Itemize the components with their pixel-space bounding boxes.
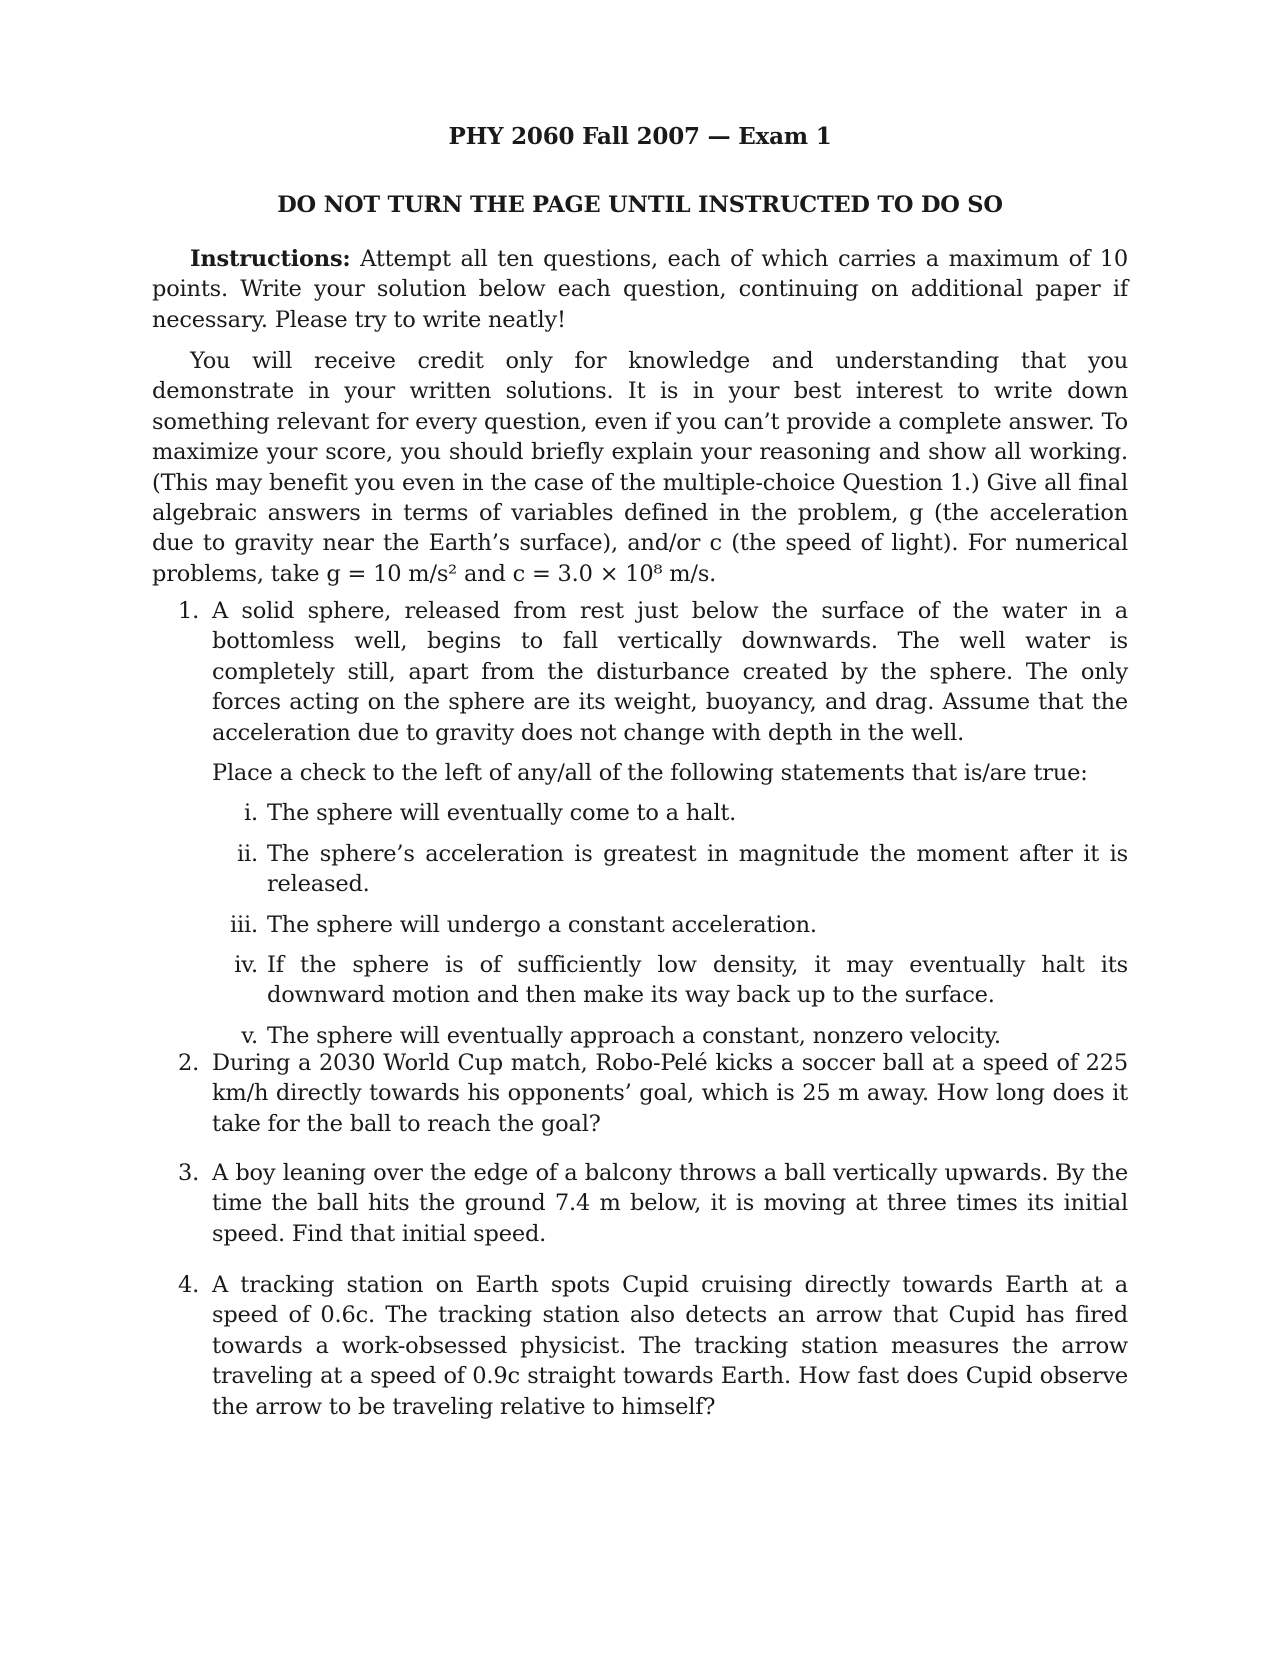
option-numeral: iii. [230, 911, 258, 938]
question-number: 4. [178, 1272, 200, 1298]
option-item [212, 839, 1128, 900]
question-number: 2. [178, 1050, 200, 1076]
option-item [212, 798, 1128, 828]
question-1 [152, 596, 1128, 1074]
question-text: A solid sphere, released from rest just below the surface of the water in a bottomless well, begins to fall vertically downwards. The well water is completely still, apart from the disturbance created by the sphere. The only forces acting on the sphere are its weight, buoyancy, and drag. Assume that the acceleration due to gravity does not change with depth in the well. [212, 598, 1128, 746]
option-text: If the sphere is of sufficiently low density, it may eventually halt its downward motion and then make its way back up to the surface. [267, 952, 1128, 1009]
question-text: A tracking station on Earth spots Cupid cruising directly towards Earth at a speed of 0.6c. The tracking station also detects an arrow that Cupid has fired towards a work-obsessed physicist. The tracking station measures the arrow traveling at a speed of 0.9c straight towards Earth. How fast does Cupid observe the arrow to be traveling relative to himself? [212, 1272, 1128, 1420]
question-instruction: Place a check to the left of any/all of the following statements that is/are true: [212, 760, 1088, 787]
instructions-label: Instructions: [190, 246, 351, 272]
option-numeral: ii. [237, 840, 258, 867]
option-numeral: iv. [234, 952, 258, 979]
instructions-paragraph [152, 244, 1128, 335]
option-item [212, 1021, 1128, 1051]
question-4 [152, 1270, 1128, 1422]
option-numeral: v. [241, 1022, 258, 1049]
option-text: The sphere will eventually approach a constant, nonzero velocity. [267, 1022, 1001, 1049]
option-numeral: i. [244, 800, 258, 827]
instructions-text: Attempt all ten questions, each of which carries a maximum of 10 points. Write your solution below each question, continuing on additional paper if necessary. Please try to write neatly! [152, 246, 1128, 333]
question-number: 3. [178, 1160, 200, 1186]
question-text: During a 2030 World Cup match, Robo-Pelé kicks a soccer ball at a speed of 225 km/h directly towards his opponents’ goal, which is 25 m away. How long does it take for the ball to reach the goal? [212, 1050, 1128, 1137]
question-2 [152, 1048, 1128, 1139]
option-text: The sphere’s acceleration is greatest in magnitude the moment after it is released. [267, 840, 1128, 898]
question-number: 1. [178, 598, 200, 624]
option-text: The sphere will eventually come to a halt. [267, 800, 737, 827]
option-text: The sphere will undergo a constant acceleration. [267, 911, 817, 938]
option-item [212, 910, 1128, 940]
page-notice: DO NOT TURN THE PAGE UNTIL INSTRUCTED TO DO SO [277, 192, 1003, 218]
option-list [212, 798, 1128, 1051]
option-item [212, 950, 1128, 1011]
question-3 [152, 1158, 1128, 1249]
page-title: PHY 2060 Fall 2007 — Exam 1 [448, 123, 832, 150]
credit-paragraph: You will receive credit only for knowledge and understanding that you demonstrate in your written solutions. It is in your best interest to write down something relevant for every question, even if you can’t provide a complete answer. To maximize your score, you should briefly explain your reasoning and show all working. (This may benefit you even in the case of the multiple-choice Question 1.) Give all final algebraic answers in terms of variables defined in the problem, g (the acceleration due to gravity near the Earth’s surface), and/or c (the speed of light). For numerical problems, take g = 10 m/s² and c = 3.0 × 10⁸ m/s. [152, 348, 1128, 587]
question-text: A boy leaning over the edge of a balcony throws a ball vertically upwards. By the time the ball hits the ground 7.4 m below, it is moving at three times its initial speed. Find that initial speed. [212, 1160, 1128, 1247]
